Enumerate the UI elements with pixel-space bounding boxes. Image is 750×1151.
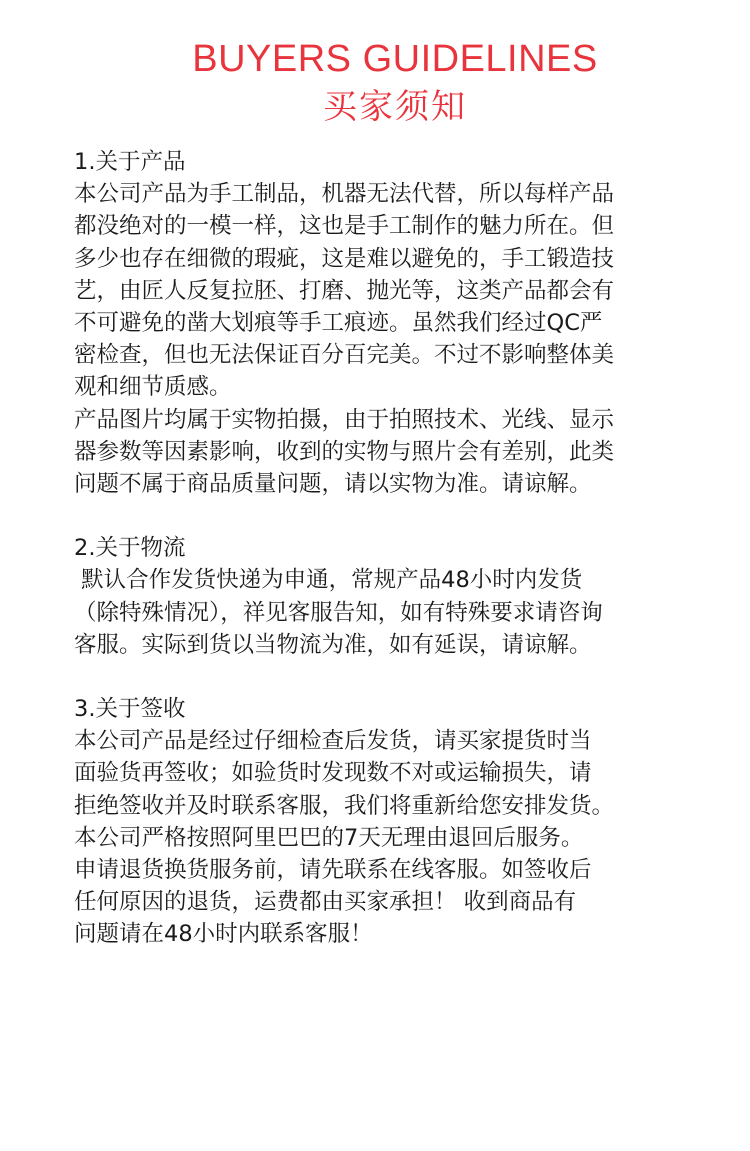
section-logistics xyxy=(74,532,694,661)
paragraph-line: 本公司严格按照阿里巴巴的7天无理由退回后服务。 xyxy=(74,824,584,851)
paragraph-line: 本公司产品为手工制品，机器无法代替，所以每样产品 xyxy=(74,181,615,208)
paragraph-line: 密检查，但也无法保证百分百完美。不过不影响整体美 xyxy=(74,342,615,369)
paragraph-line: 拒绝签收并及时联系客服，我们将重新给您安排发货。 xyxy=(74,792,615,819)
paragraph-line: 产品图片均属于实物拍摄，由于拍照技术、光线、显示 xyxy=(74,406,615,433)
page-title-english: BUYERS GUIDELINES xyxy=(192,38,598,80)
section-heading: 2.关于物流 xyxy=(74,535,186,562)
paragraph-line: 多少也存在细微的瑕疵，这是难以避免的，手工锻造技 xyxy=(74,245,615,272)
paragraph-line: 客服。实际到货以当物流为准，如有延误，请谅解。 xyxy=(74,631,592,658)
guidelines-content xyxy=(74,146,694,983)
section-heading: 3.关于签收 xyxy=(74,696,186,723)
paragraph-line: 器参数等因素影响，收到的实物与照片会有差别，此类 xyxy=(74,438,615,465)
paragraph-line: 艺，由匠人反复拉胚、打磨、抛光等，这类产品都会有 xyxy=(74,277,615,304)
section-heading: 1.关于产品 xyxy=(74,149,186,175)
paragraph-line: 默认合作发货快递为申通，常规产品48小时内发货 xyxy=(74,567,583,594)
paragraph-line: 申请退货换货服务前，请先联系在线客服。如签收后 xyxy=(74,857,592,884)
paragraph-line: 问题请在48小时内联系客服！ xyxy=(74,921,373,948)
paragraph-line: 不可避免的凿大划痕等手工痕迹。虽然我们经过QC严 xyxy=(74,310,603,337)
paragraph-line: 任何原因的退货，运费都由买家承担！ 收到商品有 xyxy=(74,889,577,916)
paragraph-line: 本公司产品是经过仔细检查后发货，请买家提货时当 xyxy=(74,728,592,755)
paragraph-line: 面验货再签收；如验货时发现数不对或运输损失，请 xyxy=(74,760,592,787)
paragraph-line: 观和细节质感。 xyxy=(74,374,232,401)
section-signing xyxy=(74,693,694,951)
page-header xyxy=(0,36,750,130)
paragraph-line: 问题不属于商品质量问题，请以实物为准。请谅解。 xyxy=(74,471,592,498)
page-title-chinese: 买家须知 xyxy=(323,87,467,127)
paragraph-line: （除特殊情况），祥见客服告知，如有特殊要求请咨询 xyxy=(74,599,603,626)
paragraph-line: 都没绝对的一模一样，这也是手工制作的魅力所在。但 xyxy=(74,213,615,240)
section-products xyxy=(74,146,694,500)
